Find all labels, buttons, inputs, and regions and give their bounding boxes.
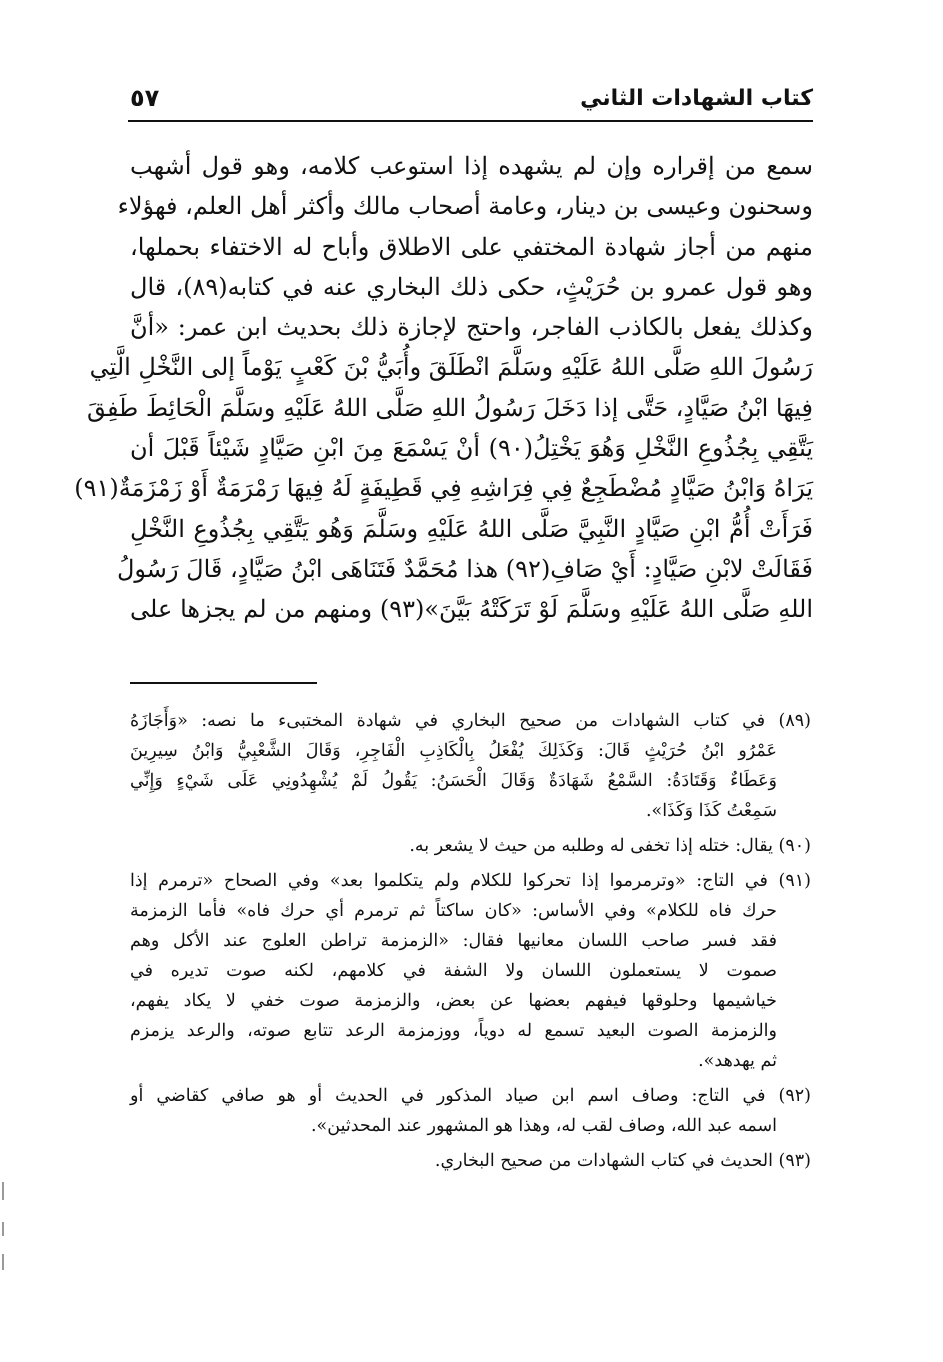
text-line: يَرَاهُ وَابْنُ صَيَّادٍ مُضْطَجِعٌ فِي فِرَاشِهِ فِي قَطِيفَةٍ لَهُ فِيهَا رَمْرَمَةٌ أَوْ زَمْزَمَةٌ(٩١) [74,474,813,503]
text-line: فِيهَا ابْنُ صَيَّادٍ، حَتَّى إذا دَخَلَ رَسُولُ اللهِ صَلَّى اللهُ عَلَيْهِ وسَلَّمَ الْحَائِطَ طَفِقَ [87,393,813,422]
text-line: منهم من أجاز شهادة المختفي على الاطلاق وأباح له الاختفاء بحملها، [130,232,813,261]
text-line: وهو قول عمرو بن حُرَيْثٍ، حكى ذلك البخاري عنه في كتابه(٨٩)، قال [130,272,814,301]
footnote-line: حرك فاه للكلام» وفي الأساس: «كان ساكتاً ثم ترمرم أي حرك فاه» فأما الزمزمة [130,901,777,921]
footnotes [130,706,811,1176]
text-line: اللهِ صَلَّى اللهُ عَلَيْهِ وسَلَّمَ لَوْ تَرَكَتْهُ بَيَّنَ»(٩٣) ومنهم من لم يجزها على [130,595,813,624]
footnote-divider [130,682,317,684]
chapter-title: كتاب الشهادات الثاني [580,86,813,111]
text-line: سمع من إقراره وإن لم يشهده إذا استوعب كلامه، وهو قول أشهب [130,152,813,180]
footnote-line: وَعَطَاءٌ وَقَتَادَةُ: السَّمْعُ شَهَادَةٌ وَقَالَ الْحَسَنُ: يَقُولُ لَمْ يُشْهِدُونِي عَلَى شَيْءٍ وَإِنِّي [130,771,777,791]
footnote-line: عَمْرُو ابْنُ حُرَيْثٍ قَالَ: وَكَذَلِكَ يُفْعَلُ بِالْكَاذِبِ الْفَاجِرِ، وَقَالَ الشَّعْبِيُّ وَابْنُ سِيرِينَ [130,741,777,761]
text-line: فَقَالَتْ لابْنِ صَيَّادٍ: أَيْ صَافِ(٩٢) هذا مُحَمَّدٌ فَتَنَاهَى ابْنُ صَيَّادٍ، قَالَ رَسُولُ [116,554,813,583]
header-divider [128,120,813,122]
main-text [74,146,814,630]
footnote-line: سَمِعْتُ كَذَا وَكَذَا». [645,801,777,821]
text-line: وكذلك يفعل بالكاذب الفاجر، واحتج لإجازة ذلك بحديث ابن عمر: «أنَّ [130,313,813,342]
footnote-line: (٩١) في التاج: «وترمرموا إذا تحركوا للكلام ولم يتكلموا بعد» وفي الصحاح «ترمرم إذا [130,871,811,891]
footnote-line: خياشيمها وحلوقها فيفهم بعضها عن بعض، والزمزمة صوت خفي لا يكاد يفهم، [130,991,777,1011]
page-number: ٥٧ [130,84,160,112]
footnote-93 [130,1146,811,1176]
footnote-line: اسمه عبد الله، وصاف لقب له، وهذا هو المشهور عند المحدثين». [310,1116,777,1136]
text-line: رَسُولَ اللهِ صَلَّى اللهُ عَلَيْهِ وسَلَّمَ انْطَلَقَ وأُبَيُّ بْنَ كَعْبٍ يَوْماً إلى النَّخْلِ الَّتِي [89,353,813,382]
footnote-line: صموت لا يستعملون اللسان ولا الشفة في كلامهم، لكنه صوت تديره في [130,961,777,981]
text-line: وسحنون وعيسى بن دينار، وعامة أصحاب مالك وأكثر أهل العلم، فهؤلاء [117,192,813,221]
footnote-line: فقد فسر صاحب اللسان معانيها فقال: «الزمزمة تراطن العلوج عند الأكل وهم [130,931,777,951]
footnote-line: والزمزمة الصوت البعيد تسمع له دوياً، ووزمزمة الرعد تتابع صوته، والرعد يزمزم [130,1021,777,1041]
footnote-line: (٩٢) في التاج: وصاف اسم ابن صياد المذكور في الحديث أو هو صافي كقاضي أو [130,1086,811,1106]
footnote-line: (٩٣) الحديث في كتاب الشهادات من صحيح البخاري. [434,1151,811,1171]
footnote-90 [130,831,811,861]
footnote-89 [130,706,811,826]
footnote-line: (٨٩) في كتاب الشهادات من صحيح البخاري في شهادة المختبىء ما نصه: «وَأَجَازَهُ [130,711,811,731]
text-line: يَتَّقِي بِجُذُوعِ النَّخْلِ وَهُوَ يَخْتِلُ(٩٠) أنْ يَسْمَعَ مِنَ ابْنِ صَيَّادٍ شَيْئاً قَبْلَ أن [130,434,813,463]
footnote-91 [130,866,811,1076]
footnote-line: ثم يهدهد». [698,1051,777,1071]
footnote-line: (٩٠) يقال: ختله إذا تخفى له وطلبه من حيث لا يشعر به. [409,836,811,856]
running-header [130,80,813,120]
scan-edge-marks [2,1182,6,1272]
text-line: فَرَأَتْ أُمُّ ابْنِ صَيَّادٍ النَّبِيَّ صَلَّى اللهُ عَلَيْهِ وسَلَّمَ وَهُو يَتَّقِي بِجُذُوعِ النَّخْلِ [130,514,813,543]
footnote-92 [130,1081,811,1141]
